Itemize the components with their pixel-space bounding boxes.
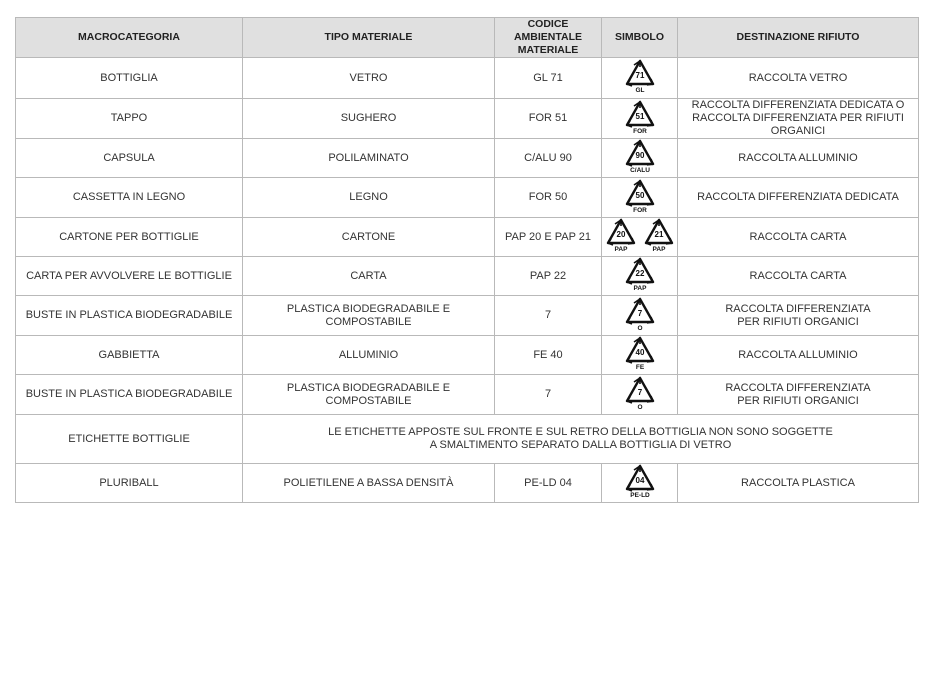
macrocategoria-cell: BUSTE IN PLASTICA BIODEGRADABILE [16, 375, 243, 415]
symbol-group [624, 376, 656, 410]
symbol-group [624, 257, 656, 291]
recycling-code-label: PE-LD [629, 492, 650, 498]
symbol-group [624, 100, 656, 134]
recycling-symbol-icon [624, 376, 656, 410]
recycling-code-label: PAP [633, 285, 646, 291]
symbol-cell [602, 336, 678, 375]
codice-cell: PE-LD 04 [495, 464, 602, 503]
tipo-materiale-cell: PLASTICA BIODEGRADABILE E COMPOSTABILE [243, 375, 495, 415]
symbol-cell [602, 58, 678, 99]
recycling-code-number: 20 [616, 230, 625, 239]
destinazione-cell [678, 58, 919, 99]
destinazione-cell-line: PER RIFIUTI ORGANICI [737, 315, 859, 328]
header-codice-line: CODICE [527, 18, 569, 30]
destinazione-cell [678, 139, 919, 178]
symbol-group [624, 59, 656, 93]
recycling-symbol-icon [624, 297, 656, 331]
etichette-note-cell-line: A SMALTIMENTO SEPARATO DALLA BOTTIGLIA DI VETRO [429, 439, 732, 451]
header-simbolo: SIMBOLO [602, 18, 678, 58]
destinazione-cell-line: RACCOLTA DIFFERENZIATA DEDICATA O [691, 99, 905, 111]
macrocategoria-cell: BOTTIGLIA [16, 58, 243, 99]
destinazione-cell [678, 375, 919, 415]
recycling-code-label: FOR [632, 127, 647, 134]
recycling-code-number: 40 [635, 348, 644, 357]
symbol-cell [602, 178, 678, 218]
symbol-group [624, 336, 656, 370]
symbol-group [624, 179, 656, 213]
destinazione-cell [678, 99, 919, 139]
macrocategoria-cell: CARTONE PER BOTTIGLIE [16, 218, 243, 257]
macrocategoria-cell: CAPSULA [16, 139, 243, 178]
recycling-code-number: 71 [635, 71, 644, 80]
recycling-code-number: 04 [635, 476, 644, 485]
destinazione-cell [678, 296, 919, 336]
recycling-code-label: O [636, 403, 643, 410]
macrocategoria-cell: CARTA PER AVVOLVERE LE BOTTIGLIE [16, 257, 243, 296]
recycling-code-number: 21 [654, 230, 663, 239]
destinazione-cell-line: PER RIFIUTI ORGANICI [737, 394, 859, 407]
symbol-group [624, 464, 656, 498]
header-macrocategoria: MACROCATEGORIA [16, 18, 243, 58]
destinazione-cell-line: RACCOLTA DIFFERENZIATA PER RIFIUTI ORGANICI [692, 112, 904, 137]
etichette-note-cell-line: LE ETICHETTE APPOSTE SUL FRONTE E SUL RETRO DELLA BOTTIGLIA NON SONO SOGGETTE [328, 426, 833, 438]
table-row-pluriball [16, 464, 919, 503]
recycling-symbol-icon [624, 464, 656, 498]
destinazione-cell-line: RACCOLTA CARTA [749, 269, 847, 282]
destinazione-cell [678, 464, 919, 503]
symbol-group [605, 218, 675, 252]
header-destinazione: DESTINAZIONE RIFIUTO [678, 18, 919, 58]
table-row [16, 99, 919, 139]
tipo-materiale-cell: POLILAMINATO [243, 139, 495, 178]
recycling-code-label: GL [634, 87, 645, 93]
codice-cell: PAP 22 [495, 257, 602, 296]
destinazione-cell-line: RACCOLTA DIFFERENZIATA [725, 302, 871, 315]
recycling-code-label: PAP [614, 246, 627, 252]
table-row [16, 218, 919, 257]
destinazione-cell [678, 218, 919, 257]
codice-cell: C/ALU 90 [495, 139, 602, 178]
recycling-code-number: 51 [635, 111, 644, 121]
header-codice-line: MATERIALE [517, 44, 579, 56]
recycling-symbol-icon [624, 139, 656, 173]
header-tipo-materiale: TIPO MATERIALE [243, 18, 495, 58]
symbol-cell [602, 139, 678, 178]
codice-cell: 7 [495, 375, 602, 415]
symbol-cell [602, 218, 678, 257]
macrocategoria-cell: TAPPO [16, 99, 243, 139]
recycling-code-number: 7 [637, 308, 642, 318]
recycling-symbol-icon [624, 100, 656, 134]
symbol-group [624, 297, 656, 331]
tipo-materiale-cell: ALLUMINIO [243, 336, 495, 375]
recycling-symbol-icon [624, 179, 656, 213]
header-codice-line: AMBIENTALE [513, 31, 583, 43]
table-row [16, 58, 919, 99]
codice-cell: GL 71 [495, 58, 602, 99]
recycling-code-number: 50 [635, 190, 644, 200]
symbol-cell [602, 375, 678, 415]
recycling-code-number: 90 [635, 151, 644, 160]
tipo-materiale-cell: CARTONE [243, 218, 495, 257]
destinazione-cell-line: RACCOLTA VETRO [748, 71, 848, 84]
tipo-materiale-cell: CARTA [243, 257, 495, 296]
destinazione-cell [678, 257, 919, 296]
recycling-code-label: O [636, 324, 643, 331]
destinazione-cell-line: RACCOLTA CARTA [749, 230, 847, 243]
header-row [16, 18, 919, 58]
recycling-code-number: 22 [635, 269, 644, 278]
macrocategoria-cell: BUSTE IN PLASTICA BIODEGRADABILE [16, 296, 243, 336]
etichette-note-cell [243, 415, 919, 464]
recycling-code-label: FOR [632, 206, 647, 213]
codice-cell: PAP 20 E PAP 21 [495, 218, 602, 257]
header-codice [495, 18, 602, 58]
tipo-materiale-cell: PLASTICA BIODEGRADABILE E COMPOSTABILE [243, 296, 495, 336]
recycling-symbol-icon [624, 59, 656, 93]
recycling-code-label: FE [635, 364, 644, 370]
destinazione-cell-line: RACCOLTA ALLUMINIO [738, 151, 858, 164]
macrocategoria-cell: CASSETTA IN LEGNO [16, 178, 243, 218]
tipo-materiale-cell: POLIETILENE A BASSA DENSITÀ [243, 464, 495, 503]
macrocategoria-cell: PLURIBALL [16, 464, 243, 503]
codice-cell: FOR 51 [495, 99, 602, 139]
symbol-group [624, 139, 656, 173]
table-row [16, 257, 919, 296]
table-row-etichette [16, 415, 919, 464]
recycling-table [15, 17, 919, 503]
destinazione-cell [678, 178, 919, 218]
macrocategoria-cell: ETICHETTE BOTTIGLIE [16, 415, 243, 464]
symbol-cell [602, 296, 678, 336]
symbol-cell [602, 257, 678, 296]
destinazione-cell-line: RACCOLTA DIFFERENZIATA DEDICATA [697, 191, 899, 203]
destinazione-cell-line: RACCOLTA PLASTICA [741, 476, 855, 489]
recycling-code-number: 7 [637, 387, 642, 397]
destinazione-cell-line: RACCOLTA DIFFERENZIATA [725, 381, 871, 394]
table-row [16, 139, 919, 178]
table-row [16, 296, 919, 336]
tipo-materiale-cell: LEGNO [243, 178, 495, 218]
symbol-cell [602, 99, 678, 139]
table-row [16, 336, 919, 375]
codice-cell: FOR 50 [495, 178, 602, 218]
symbol-cell [602, 464, 678, 503]
tipo-materiale-cell: VETRO [243, 58, 495, 99]
recycling-code-label: C/ALU [629, 167, 650, 173]
recycling-code-label: PAP [652, 246, 665, 252]
codice-cell: 7 [495, 296, 602, 336]
recycling-symbol-icon [643, 218, 675, 252]
table-row [16, 178, 919, 218]
destinazione-cell [678, 336, 919, 375]
tipo-materiale-cell: SUGHERO [243, 99, 495, 139]
recycling-symbol-icon [624, 257, 656, 291]
macrocategoria-cell: GABBIETTA [16, 336, 243, 375]
recycling-symbol-icon [624, 336, 656, 370]
table-row [16, 375, 919, 415]
codice-cell: FE 40 [495, 336, 602, 375]
recycling-symbol-icon [605, 218, 637, 252]
destinazione-cell-line: RACCOLTA ALLUMINIO [738, 348, 858, 361]
